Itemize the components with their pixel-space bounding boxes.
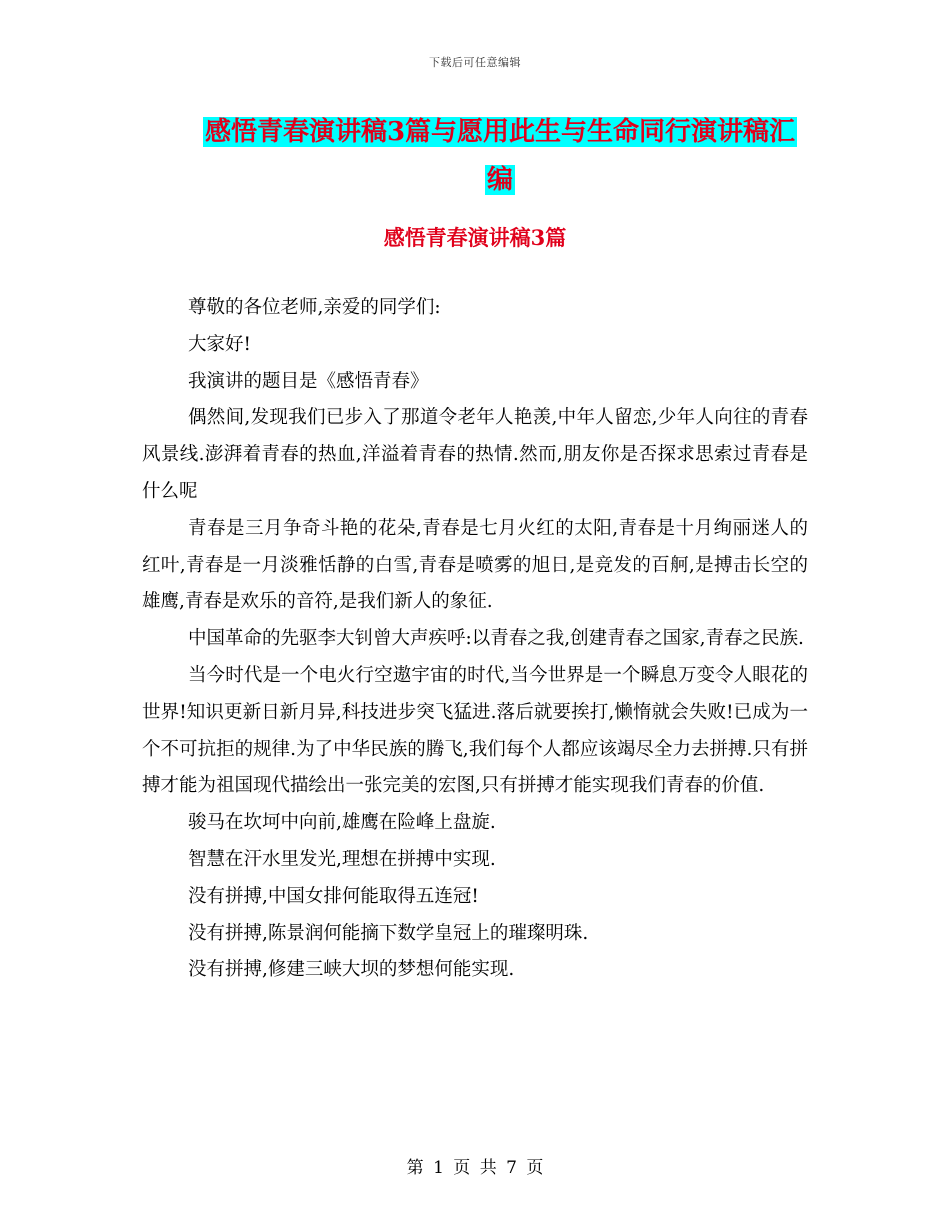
paragraph: 智慧在汗水里发光,理想在拼搏中实现. bbox=[188, 848, 496, 870]
document-title-line-2: 编 bbox=[486, 165, 513, 195]
paragraph: 当今时代是一个电火行空遨宇宙的时代,当今世界是一个瞬息万变令人眼花的世界!知识更新日新月异,科技进步突飞猛进.落后就要挨打,懒惰就会失败!已成为一个不可抗拒的规律.为了中华民族的腾飞,我们每个人都应该竭尽全力去拼搏.只有拼搏才能为祖国现代描绘出一张完美的宏图,只有拼搏才能实现我们青春的价值. bbox=[142, 664, 808, 797]
paragraph: 中国革命的先驱李大钊曾大声疾呼:以青春之我,创建青春之国家,青春之民族. bbox=[188, 628, 804, 650]
paragraph: 大家好! bbox=[188, 333, 251, 355]
paragraph: 没有拼搏,陈景润何能摘下数学皇冠上的璀璨明珠. bbox=[188, 922, 589, 944]
paragraph: 尊敬的各位老师,亲爱的同学们: bbox=[188, 297, 441, 318]
document-title-line-1: 感悟青春演讲稿3篇与愿用此生与生命同行演讲稿汇 bbox=[204, 117, 796, 147]
document-title bbox=[190, 108, 810, 204]
page-number-footer: 第 1 页 共 7 页 bbox=[406, 1158, 544, 1178]
paragraph: 我演讲的题目是《感悟青春》 bbox=[188, 370, 429, 392]
paragraph: 没有拼搏,中国女排何能取得五连冠! bbox=[188, 885, 479, 907]
paragraph: 骏马在坎坷中向前,雄鹰在险峰上盘旋. bbox=[188, 812, 496, 834]
page-header: 下载后可任意编辑 bbox=[429, 56, 521, 69]
body-text bbox=[142, 290, 808, 989]
paragraph: 青春是三月争奇斗艳的花朵,青春是七月火红的太阳,青春是十月绚丽迷人的红叶,青春是一月淡雅恬静的白雪,青春是喷雾的旭日,是竞发的百舸,是搏击长空的雄鹰,青春是欢乐的音符,是我们新人的象征. bbox=[142, 517, 808, 613]
section-title: 感悟青春演讲稿3篇 bbox=[383, 225, 567, 250]
paragraph: 没有拼搏,修建三峡大坝的梦想何能实现. bbox=[188, 959, 515, 981]
paragraph: 偶然间,发现我们已步入了那道令老年人艳羡,中年人留恋,少年人向往的青春风景线.澎湃着青春的热血,洋溢着青春的热情.然而,朋友你是否探求思索过青春是什么呢 bbox=[142, 407, 808, 502]
